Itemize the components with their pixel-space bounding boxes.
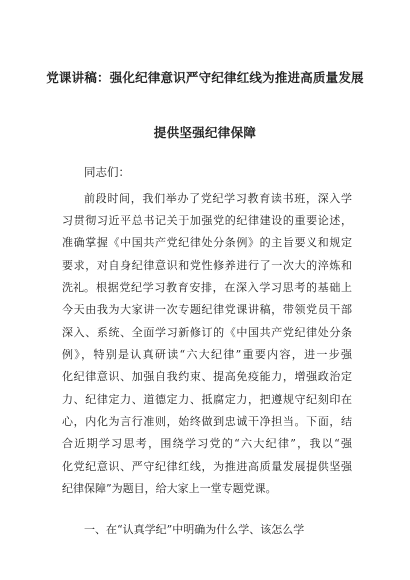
paragraph-2-line: 深入、系统、全面学习新修订的《中国共产党纪律处分条	[62, 326, 352, 339]
paragraph-1-line: 习贯彻习近平总书记关于加强党的纪律建设的重要论述，	[62, 214, 352, 227]
paragraph-2-line: 合近期学习思考，围绕学习党的“六大纪律”，我以“强	[62, 437, 352, 450]
paragraph-1-line: 要求，对自身纪律意识和党性修养进行了一次大的淬炼和	[62, 259, 352, 272]
section-heading: 一、在“认真学纪”中明确为什么学、该怎么学	[84, 523, 305, 536]
paragraph-2-line: 今天由我为大家讲一次专题纪律党课讲稿，带领党员干部	[62, 303, 352, 316]
document-title-line-1: 党课讲稿：强化纪律意识严守纪律红线为推进高质量发展	[46, 70, 364, 85]
paragraph-2-line: 化党纪意识、严守纪律红线，为推进高质量发展提供坚强	[62, 460, 352, 473]
paragraph-2-line: 化纪律意识、加强自我约束、提高免疫能力，增强政治定	[62, 370, 352, 383]
document-title-line-2: 提供坚强纪律保障	[153, 125, 257, 140]
paragraph-2-line: 根据党纪学习教育安排，在深入学习思考的基础上	[96, 281, 352, 294]
paragraph-1-line: 洗礼。	[62, 281, 95, 294]
paragraph-2-line: 心，内化为言行准则，始终做到忠诚干净担当。下面，结	[62, 415, 352, 428]
paragraph-2-line: 纪律保障”为题目，给大家上一堂专题党课。	[62, 482, 277, 495]
paragraph-1-line: 准确掌握《中国共产党纪律处分条例》的主旨要义和规定	[62, 236, 352, 249]
greeting: 同志们：	[84, 165, 130, 179]
paragraph-1-line: 前段时间，我们举办了党纪学习教育读书班，深入学	[84, 192, 352, 205]
paragraph-2-line: 力、纪律定力、道德定力、抵腐定力，把遵规守纪刻印在	[62, 393, 352, 406]
paragraph-2-line: 例》，特别是认真研读“六大纪律”重要内容，进一步强	[62, 348, 352, 361]
